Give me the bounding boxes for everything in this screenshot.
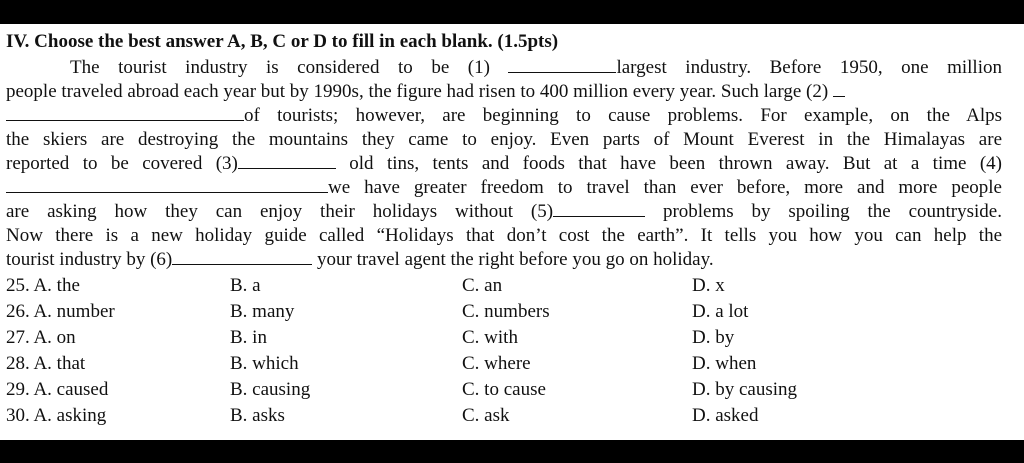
question-28-b[interactable]: B. which [230,353,299,374]
question-27-d[interactable]: D. by [692,327,735,348]
passage-line-2 [6,80,1002,104]
passage-text: your travel agent the right before you go on holiday. [312,249,714,270]
question-26-d[interactable]: D. a lot [692,301,749,322]
question-27-a[interactable]: 27. A. on [6,327,76,348]
blank-6[interactable] [172,248,312,265]
question-25-a[interactable]: 25. A. the [6,275,80,296]
question-30-a[interactable]: 30. A. asking [6,405,107,426]
passage-text: The tourist industry is considered to be (1) [70,57,509,78]
question-28-c[interactable]: C. where [462,353,531,374]
question-28-d[interactable]: D. when [692,353,757,374]
question-29-b[interactable]: B. causing [230,379,311,400]
question-29-d[interactable]: D. by causing [692,379,798,400]
blank-1[interactable] [508,56,616,73]
worksheet-page [0,24,1024,440]
passage-text: we have greater freedom to travel than ever before, more and more people [328,177,1002,198]
question-29-c[interactable]: C. to cause [462,379,546,400]
blank-2[interactable] [833,80,845,97]
section-title: IV. Choose the best answer A, B, C or D to fill in each blank. (1.5pts) [6,31,559,52]
passage-line-1 [70,56,1002,80]
passage-line-6 [6,176,1002,200]
question-26-c[interactable]: C. numbers [462,301,550,322]
passage-line-9 [6,248,1002,272]
question-27-b[interactable]: B. in [230,327,267,348]
question-27-c[interactable]: C. with [462,327,518,348]
passage-text: problems by spoiling the countryside. [645,201,1002,222]
question-30-d[interactable]: D. asked [692,405,759,426]
passage-text: largest industry. Before 1950, one million [616,57,1002,78]
question-25-b[interactable]: B. a [230,275,261,296]
question-30-c[interactable]: C. ask [462,405,510,426]
passage-text: old tins, tents and foods that have been thrown away. But at a time (4) [335,153,1002,174]
question-26-a[interactable]: 26. A. number [6,301,115,322]
passage-text: tourist industry by (6) [6,249,173,270]
passage-line-4: the skiers are destroying the mountains they came to enjoy. Even parts of Mount Everest in the Himalayas are [6,129,1002,150]
question-28-a[interactable]: 28. A. that [6,353,86,374]
question-25-d[interactable]: D. x [692,275,725,296]
question-29-a[interactable]: 29. A. caused [6,379,109,400]
question-30-b[interactable]: B. asks [230,405,285,426]
passage-line-8: Now there is a new holiday guide called “Holidays that don’t cost the earth”. It tells you how you can help the [6,225,1002,246]
question-26-b[interactable]: B. many [230,301,295,322]
passage-text: are asking how they can enjoy their holidays without (5) [6,201,554,222]
blank-5[interactable] [553,200,645,217]
bottom-black-bar [0,440,1024,463]
passage-line-3 [6,104,1002,128]
passage-text: reported to be covered (3) [6,153,238,174]
blank-2-continued[interactable] [6,104,244,121]
blank-3[interactable] [238,152,336,169]
passage-text: people traveled abroad each year but by 1990s, the figure had risen to 400 million every year. Such large (2) [6,81,833,102]
blank-4[interactable] [6,176,328,193]
passage-text: of tourists; however, are beginning to cause problems. For example, on the Alps [244,105,1002,126]
question-25-c[interactable]: C. an [462,275,503,296]
passage-line-7 [6,200,1002,224]
passage-line-5 [6,152,1002,176]
